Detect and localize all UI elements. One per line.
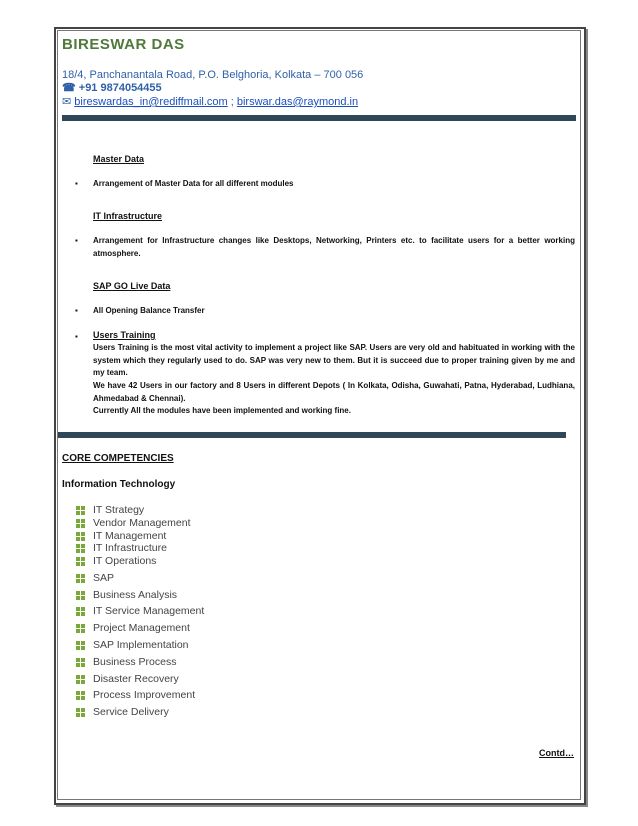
section-divider <box>58 432 566 438</box>
it-infra-title: IT Infrastructure <box>93 211 163 221</box>
sap-go-live-title: SAP GO Live Data <box>93 281 171 291</box>
phone-line <box>62 81 162 94</box>
users-training-title: Users Training <box>93 330 156 340</box>
email-link-2[interactable]: birswar.das@raymond.in <box>236 96 359 108</box>
green-grid-bullet-icon <box>76 607 86 617</box>
it-infra-bullet: Arrangement for Infrastructure changes like Desktops, Networking, Printers etc. to facilitate users for a better working atmosphere. <box>93 236 575 258</box>
phone-icon: ☎ <box>62 82 76 94</box>
continued-label: Contd… <box>539 748 574 758</box>
green-grid-bullet-icon <box>76 624 86 634</box>
candidate-name: BIRESWAR DAS <box>62 36 185 53</box>
bullet-icon: ▪ <box>75 236 78 245</box>
core-competencies-title: CORE COMPETENCIES <box>62 453 174 464</box>
email-line <box>62 95 358 108</box>
email-link-1[interactable]: bireswardas_in@rediffmail.com <box>74 96 228 108</box>
green-grid-bullet-icon <box>76 641 86 651</box>
email-icon: ✉ <box>62 96 72 108</box>
green-grid-bullet-icon <box>76 591 86 601</box>
green-grid-bullet-icon <box>76 519 86 529</box>
address: 18/4, Panchanantala Road, P.O. Belghoria, Kolkata – 700 056 <box>62 69 364 81</box>
green-grid-bullet-icon <box>76 691 86 701</box>
green-grid-bullet-icon <box>76 658 86 668</box>
bullet-icon: ▪ <box>75 179 78 188</box>
green-grid-bullet-icon <box>76 506 86 516</box>
header-divider <box>62 115 576 121</box>
green-grid-bullet-icon <box>76 544 86 554</box>
phone-number: +91 9874054455 <box>78 82 162 94</box>
bullet-icon: ▪ <box>75 306 78 315</box>
bullet-icon: ▪ <box>75 332 78 341</box>
master-data-bullet: Arrangement of Master Data for all different modules <box>93 179 294 188</box>
green-grid-bullet-icon <box>76 557 86 567</box>
information-technology-subtitle: Information Technology <box>62 479 176 490</box>
users-training-para-2: We have 42 Users in our factory and 8 Users in different Depots ( In Kolkata, Odisha, Guwahati, Patna, Hyderabad, Ludhiana, Ahmedabad & Chennai). <box>93 381 575 403</box>
email-separator: ; <box>227 96 237 108</box>
master-data-title: Master Data <box>93 154 145 164</box>
green-grid-bullet-icon <box>76 675 86 685</box>
sap-go-live-bullet: All Opening Balance Transfer <box>93 306 205 315</box>
users-training-para-1: Users Training is the most vital activity to implement a project like SAP. Users are very old and habituated in working with the system which they regularly used to do. SAP was very new to them. But it is succeed due to proper training given by me and my team. <box>93 343 575 377</box>
green-grid-bullet-icon <box>76 532 86 542</box>
green-grid-bullet-icon <box>76 574 86 584</box>
users-training-para-3: Currently All the modules have been implemented and working fine. <box>93 406 351 415</box>
green-grid-bullet-icon <box>76 708 86 718</box>
